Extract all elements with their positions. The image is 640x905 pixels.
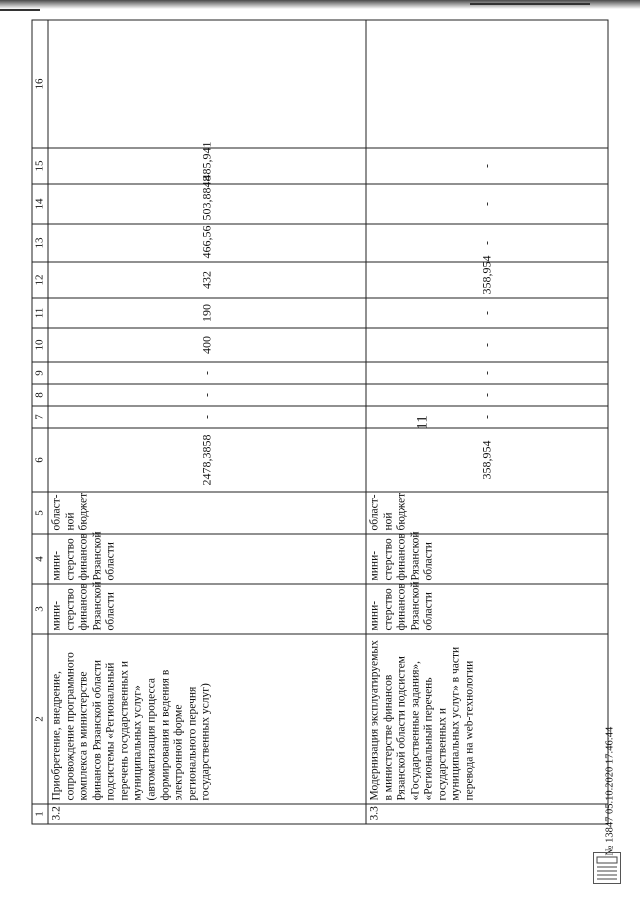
measure-name: Модернизация эксплуатируемых в министерстве финансов Рязанской области подсистем «Государственные задания», «Региональный перечень государственных и муниципальных услуг» в части перевода на web-технологии [366,634,608,804]
coordinator-cell: мини-стерство финансов Рязанской области [366,584,608,634]
row-number: 3.3 [366,804,608,824]
page-number: 11 [414,415,431,430]
result-cell [366,20,608,148]
year-value-cell: 485,941 [48,148,366,184]
coordinator-cell: мини-стерство финансов Рязанской области [48,584,366,634]
row-number: 3.2 [48,804,366,824]
program-table [32,20,609,825]
measure-name: Приобретение, внедрение, сопровождение программного комплекса в министерстве финансов Рязанской области подсистемы «Региональный перечень государственных и муниципальных услуг» (автоматизация процесса формирования и ведения в электронной форме регионального перечня государственных услуг) [48,634,366,804]
year-value-cell: - [48,362,366,384]
year-value-cell: - [366,406,608,428]
year-value-cell: 358,954 [366,262,608,298]
stamp-emblem-icon [594,853,620,883]
registration-footer [600,660,614,860]
year-value-cell: - [366,298,608,328]
column-header: 13 [32,224,48,262]
table-rotator [32,78,609,825]
executor-cell: мини-стерство финансов Рязанской области [48,534,366,584]
column-header: 9 [32,362,48,384]
year-value-cell: 432 [48,262,366,298]
year-value-cell: - [366,184,608,224]
funding-source-cell: област-ной бюджет [48,492,366,534]
header-row [32,20,48,824]
year-value-cell: - [48,384,366,406]
table-row [366,20,608,824]
column-header: 1 [32,804,48,824]
column-header: 12 [32,262,48,298]
year-value-cell: 190 [48,298,366,328]
column-header: 14 [32,184,48,224]
column-header: 11 [32,298,48,328]
total-cell: 2478,3858 [48,428,366,492]
funding-source-cell: област-ной бюджет [366,492,608,534]
registration-stamp [593,852,621,884]
year-value-cell: - [366,384,608,406]
year-value-cell: - [366,328,608,362]
column-header: 7 [32,406,48,428]
column-header: 10 [32,328,48,362]
result-cell [48,20,366,148]
column-header: 5 [32,492,48,534]
year-value-cell: 503,8848 [48,184,366,224]
column-header: 3 [32,584,48,634]
year-value-cell: - [366,224,608,262]
column-header: 16 [32,20,48,148]
column-header: 4 [32,534,48,584]
year-value-cell: - [366,148,608,184]
column-header: 2 [32,634,48,804]
total-cell: 358,954 [366,428,608,492]
year-value-cell: - [366,362,608,384]
year-value-cell: - [48,406,366,428]
executor-cell: мини-стерство финансов Рязанской области [366,534,608,584]
table-row [48,20,366,824]
year-value-cell: 466,56 [48,224,366,262]
year-value-cell: 400 [48,328,366,362]
column-header: 15 [32,148,48,184]
column-header: 6 [32,428,48,492]
registration-number: № 13847 05.10.2020 17:46:44 [604,726,616,856]
column-header: 8 [32,384,48,406]
